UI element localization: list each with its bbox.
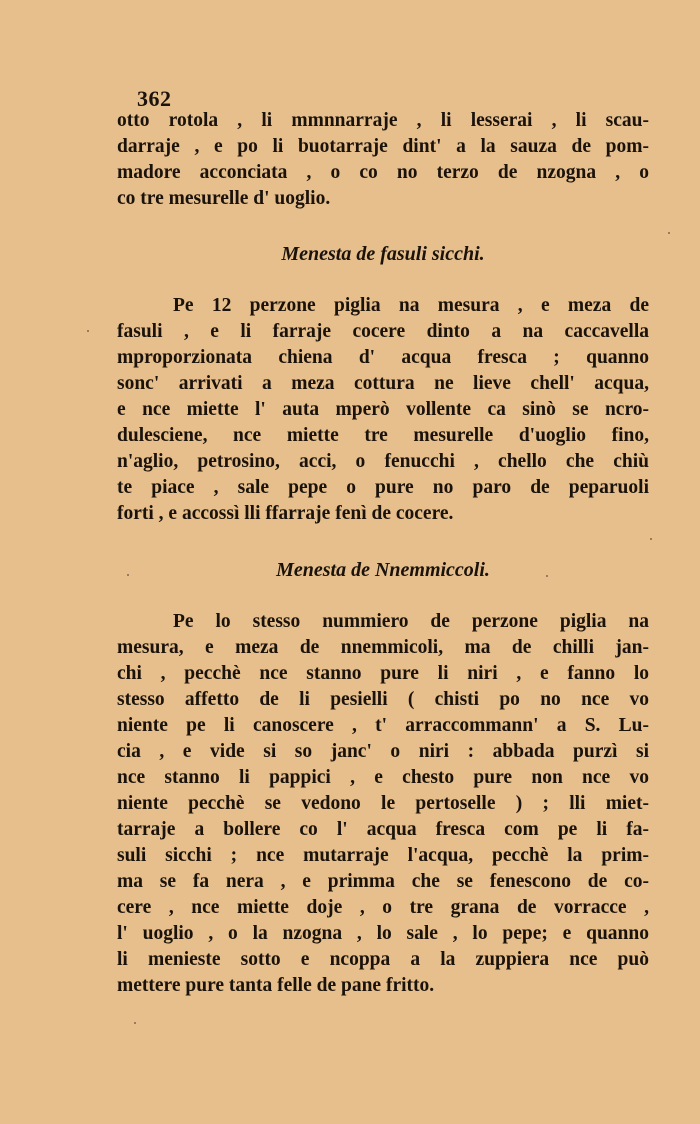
text-line: te piace , sale pepe o pure no paro de peparuoli bbox=[117, 477, 649, 498]
text-line: l' uoglio , o la nzogna , lo sale , lo pepe; e quanno bbox=[117, 923, 649, 944]
text-line: li menieste sotto e ncoppa a la zuppiera nce può bbox=[117, 949, 649, 970]
text-line: otto rotola , li mmnnarraje , li lesserai , li scau- bbox=[117, 110, 649, 131]
text-line: co tre mesurelle d' uoglio. bbox=[117, 188, 331, 209]
text-line: Pe 12 perzone piglia na mesura , e meza de bbox=[173, 295, 649, 316]
text-line: Pe lo stesso nummiero de perzone piglia na bbox=[173, 611, 649, 632]
text-line: nce stanno li pappici , e chesto pure non nce vo bbox=[117, 767, 649, 788]
text-line: sonc' arrivati a meza cottura ne lieve chell' acqua, bbox=[117, 373, 649, 394]
scan-speck bbox=[127, 574, 129, 576]
text-line: niente pe li canoscere , t' arraccommann' a S. Lu- bbox=[117, 715, 649, 736]
text-line: forti , e accossì lli ffarraje fenì de cocere. bbox=[117, 503, 454, 524]
recipe-paragraph-fasuli bbox=[117, 293, 649, 527]
recipe-paragraph-nnemmiccoli bbox=[117, 609, 649, 999]
text-line: suli sicchi ; nce mutarraje l'acqua, pecchè la prim- bbox=[117, 845, 649, 866]
section-heading-fasuli: Menesta de fasuli sicchi. bbox=[281, 243, 485, 265]
text-line: n'aglio, petrosino, acci, o fenucchi , chello che chiù bbox=[117, 451, 649, 472]
scan-speck bbox=[546, 575, 548, 577]
text-line: fasuli , e li farraje cocere dinto a na caccavella bbox=[117, 321, 649, 342]
scan-speck bbox=[650, 538, 652, 540]
text-line: mesura, e meza de nnemmicoli, ma de chilli jan- bbox=[117, 637, 649, 658]
text-line: madore acconciata , o co no terzo de nzogna , o bbox=[117, 162, 649, 183]
text-line: ma se fa nera , e primma che se fenescono de co- bbox=[117, 871, 649, 892]
intro-paragraph bbox=[117, 108, 649, 212]
scan-speck bbox=[87, 330, 89, 332]
scan-speck bbox=[134, 1022, 136, 1024]
text-line: stesso affetto de li pesielli ( chisti po no nce vo bbox=[117, 689, 649, 710]
text-line: cia , e vide si so janc' o niri : abbada purzì si bbox=[117, 741, 649, 762]
text-line: cere , nce miette doje , o tre grana de vorracce , bbox=[117, 897, 649, 918]
text-line: mettere pure tanta felle de pane fritto. bbox=[117, 975, 435, 996]
text-line: darraje , e po li buotarraje dint' a la sauza de pom- bbox=[117, 136, 649, 157]
scan-speck bbox=[668, 232, 670, 234]
text-line: chi , pecchè nce stanno pure li niri , e fanno lo bbox=[117, 663, 649, 684]
text-line: tarraje a bollere co l' acqua fresca com pe li fa- bbox=[117, 819, 649, 840]
text-line: dulesciene, nce miette tre mesurelle d'uoglio fino, bbox=[117, 425, 649, 446]
text-line: mproporzionata chiena d' acqua fresca ; quanno bbox=[117, 347, 649, 368]
text-line: niente pecchè se vedono le pertoselle ) ; lli miet- bbox=[117, 793, 649, 814]
section-heading-nnemmiccoli: Menesta de Nnemmiccoli. bbox=[276, 559, 490, 581]
text-line: e nce miette l' auta mperò vollente ca sinò se ncro- bbox=[117, 399, 649, 420]
page-number: 362 bbox=[137, 86, 172, 111]
